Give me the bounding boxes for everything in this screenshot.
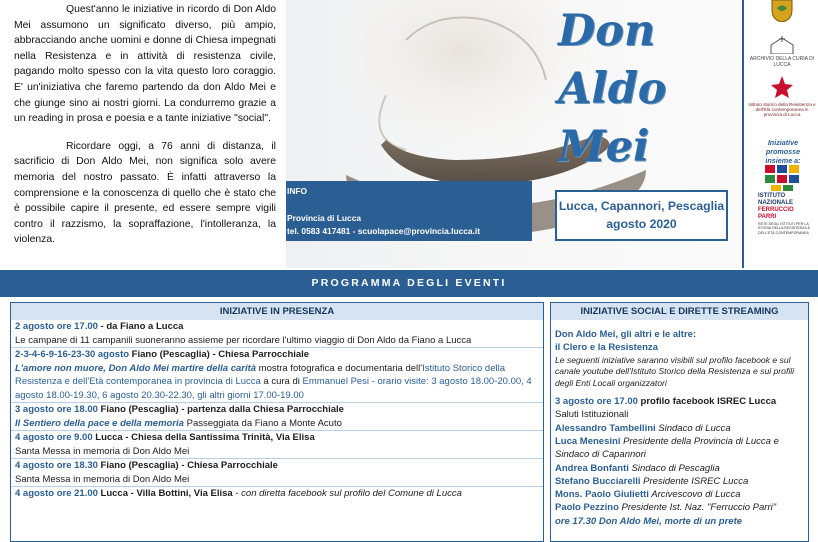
crest-icon [769,0,795,22]
promo-line-1: Iniziative promosse [765,138,801,156]
series-note: Le seguenti iniziative saranno visibili sul profilo facebook e sul canale youtube dell'Istituto Storico della Resistenza e sui profili degli Enti Locali organizzatori [555,354,795,388]
curia-archive-label: ARCHIVIO DELLA CURIA DI LUCCA [749,56,815,68]
location-date: agosto 2020 [606,217,677,231]
title-line-1: Don [558,6,656,56]
event-2-organizer: Istituto Storico della Resistenza e dell'Età contemporanea in provincia di Lucca [15,362,505,387]
event-3-date: 3 agosto ore 18.00 [15,404,98,415]
social-series [551,320,808,389]
speaker-2-name: Luca Menesini [555,435,621,447]
in-person-events-panel [10,302,544,542]
promo-line-2: insieme a: [765,156,801,165]
star-emblem-icon [771,76,793,100]
series-title-2: il Clero e la Resistenza [555,342,658,354]
parri-line-1: ISTITUTO [758,193,786,199]
event-1 [11,320,543,348]
info-heading: INFO [287,186,308,196]
flags-icon [765,165,799,191]
event-6 [11,487,543,501]
event-1-title: - da Fiano a Lucca [97,321,184,332]
promoted-with-label [750,138,816,165]
event-2-desc: mostra fotografica e documentaria dell' [256,362,423,374]
event-3-walk-title: Il Sentiero della pace e della memoria [15,417,184,429]
speaker-6-name: Paolo Pezzino [555,502,619,514]
location-places: Lucca, Capannori, Pescaglia [558,199,725,213]
speaker-5-name: Mons. Paolo Giulietti [555,489,649,501]
partner-sidebar [742,0,818,268]
isrec-lucca-logo [744,76,818,118]
event-2 [11,348,543,403]
title-line-3: Mei [558,122,650,172]
event-1-date: 2 agosto ore 17.00 [15,321,98,332]
hero-title [558,2,666,176]
event-3-title: Fiano (Pescaglia) - partenza dalla Chiesa Parrocchiale [97,404,344,415]
speaker-2-role: Presidente della Provincia di Lucca e Sindaco di Capannori [555,435,779,461]
intro-paragraph-1: Quest'anno le iniziative in ricordo di Don Aldo Mei assumono un significato diverso, più ampio, abbracciando anche uomini e donne di Chiesa impegnati nella Resistenza e in attività di resistenza civile, pagando molto spesso con la vita questo loro coraggio. E' un'iniziativa che faremo partendo da don Aldo Mei e che giunge sino ai nostri giorni. La condurremo grazie a un reading in prosa e poesia e a tante iniziative "social". [14,4,276,125]
event-2-date: 2-3-4-6-9-16-23-30 agosto [15,349,130,360]
parri-subtitle: RETE DEGLI ISTITUTI PER LA STORIA DELLA RESISTENZA E DELL'ETÀ CONTEMPORANEA [758,222,811,235]
event-5-date: 4 agosto ore 18.30 [15,460,98,471]
church-icon [767,36,797,54]
event-2-title: Fiano (Pescaglia) - Chiesa Parrocchiale [129,349,310,360]
speaker-1-role: Sindaco di Lucca [655,422,731,434]
social-event-1 [551,389,808,528]
in-person-header: INIZIATIVE IN PRESENZA [11,303,543,320]
event-4-title: Lucca - Chiesa della Santissima Trinità, Via Elisa [92,432,315,443]
event-5-title: Fiano (Pescaglia) - Chiesa Parrocchiale [97,460,278,471]
speaker-1-name: Alessandro Tambellini [555,422,656,434]
intro-paragraph-2: Ricordare oggi, a 76 anni di distanza, il sacrificio di Don Aldo Mei, non significa solo avere memoria del nostro passato. È infatti attraverso la comprensione e la conoscenza di quello che è stato che è possibile capire il presente, ed essere sempre vigili contro il razzismo, la sopraffazione, l'intolleranza, la violenza. [14,140,276,246]
social-event-1-title: profilo facebook ISREC Lucca [637,396,777,408]
isrec-lucca-label: Istituto storico della Resistenza e dell'Età contemporanea in provincia di Lucca [748,102,816,118]
parri-line-4: PARRI [758,214,777,220]
info-organization: Provincia di Lucca [287,213,362,223]
parri-line-3: FERRUCCIO [758,207,794,213]
series-title-1: Don Aldo Mei, gli altri e le altre: [555,329,697,340]
event-1-desc: Le campane di 11 campanili suoneranno assieme per ricordare l'ultimo viaggio di Don Aldo da Fiano a Lucca [15,334,472,346]
parri-institute-logo [744,165,818,235]
social-events-panel [550,302,809,542]
social-event-2: ore 17.30 Don Aldo Mei, morte di un prete [555,515,743,527]
event-2-curator-prefix: a cura di [260,376,303,387]
event-5 [11,459,543,487]
speaker-3-role: Sindaco di Pescaglia [628,462,720,474]
event-6-date: 4 agosto ore 21.00 [15,488,98,499]
speaker-3-name: Andrea Bonfanti [555,462,629,474]
program-banner: PROGRAMMA DEGLI EVENTI [0,270,818,297]
info-contact[interactable]: tel. 0583 417481 - scuolapace@provincia.lucca.it [287,226,480,236]
speaker-5-role: Arcivescovo di Lucca [648,489,741,501]
event-6-desc: - con diretta facebook sul profilo del Comune di Lucca [232,488,462,499]
location-box [555,190,728,241]
event-4-desc: Santa Messa in memoria di Don Aldo Mei [15,445,190,457]
event-3-desc: Passeggiata da Fiano a Monte Acuto [183,417,342,429]
event-3 [11,403,543,431]
info-box [286,181,532,241]
event-6-title: Lucca - Villa Bottini, Via Elisa [97,488,233,499]
event-5-desc: Santa Messa in memoria di Don Aldo Mei [15,473,190,485]
social-header: INIZIATIVE SOCIAL E DIRETTE STREAMING [551,303,808,320]
social-event-1-date: 3 agosto ore 17.00 [555,396,638,408]
event-2-curator: Emmanuel Pesi - orario visite: 3 agosto 18.00-20.00, 4 agosto 18.00-19.30, 6 agosto 20.30-22.30, gli altri giorni 17.00-19.00 [15,376,532,401]
province-crest-logo [744,0,818,24]
intro-text [14,2,276,248]
event-4 [11,431,543,459]
title-line-2: Aldo [558,64,667,114]
event-4-date: 4 agosto ore 9.00 [15,432,93,443]
speaker-4-role: Presidente ISREC Lucca [640,475,749,487]
curia-archive-logo [744,36,818,68]
event-2-exhibit-title: L'amore non muore, Don Aldo Mei martire della carità [15,362,257,374]
speaker-6-role: Presidente Ist. Naz. "Ferruccio Parri" [618,502,777,514]
social-event-1-sub: Saluti Istituzionali [555,409,629,421]
speaker-4-name: Stefano Bucciarelli [555,475,641,487]
parri-line-2: NAZIONALE [758,200,793,206]
